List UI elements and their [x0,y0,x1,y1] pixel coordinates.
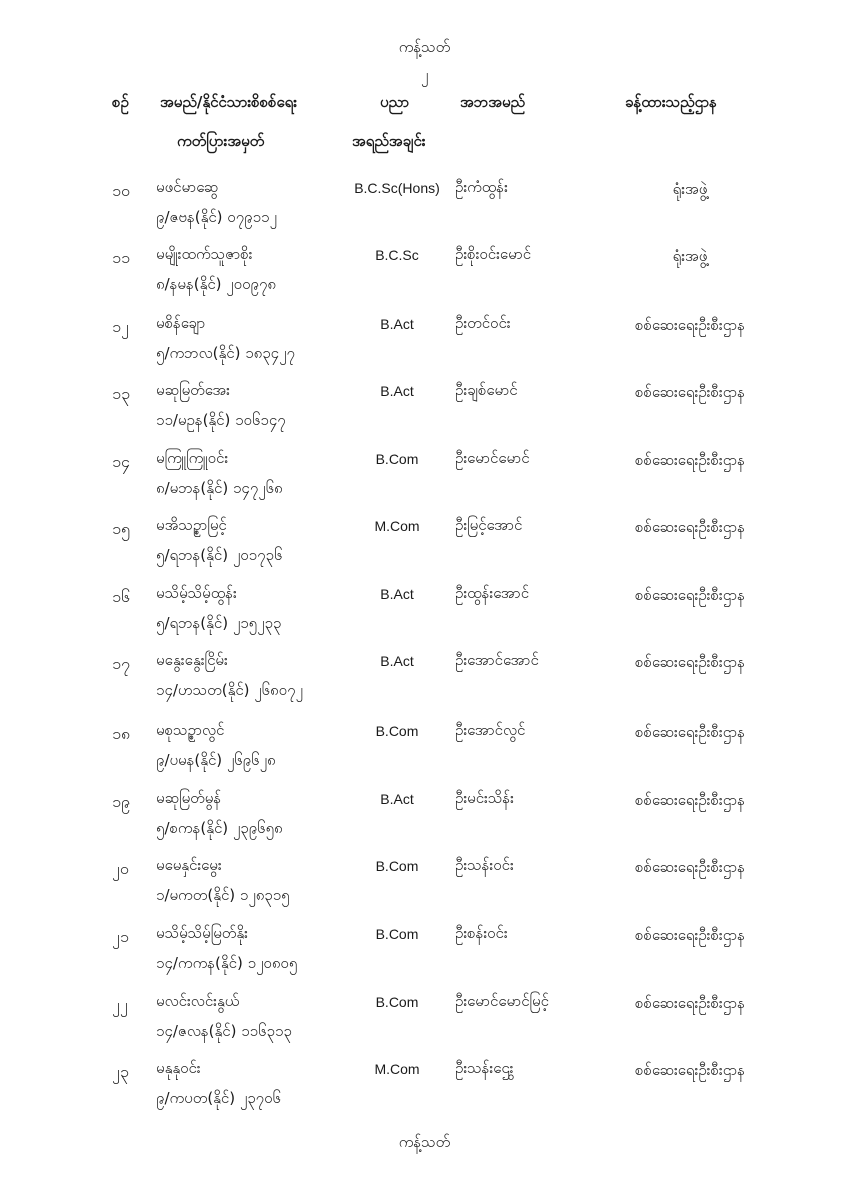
row-name: မစုသဥ္စာလွင် [156,721,225,739]
row-name: မသိမ့်သိမ့်ထွန်း [156,584,237,602]
row-degree: B.Act [380,383,414,399]
row-office: စစ်ဆေးရေးဦးစီးဌာန [635,653,745,671]
row-serial: ၁၁ [112,248,130,267]
row-office: စစ်ဆေးရေးဦးစီးဌာန [635,451,745,469]
row-office: စစ်ဆေးရေးဦးစီးဌာန [635,858,745,876]
row-name: မမျိုးထက်သူဇာစိုး [156,245,253,263]
row-father: ဦးအောင်အောင် [455,651,539,669]
bottom-classification: ကန့်သတ် [398,1133,451,1151]
row-degree: M.Com [374,518,420,534]
row-degree: M.Com [374,1061,420,1077]
row-degree: B.Com [375,451,419,467]
row-nrc: ၅/ရဘန(နိုင်) ၂၀၁၇၃၆ [156,546,283,564]
row-degree: B.Com [375,994,419,1010]
row-office: စစ်ဆေးရေးဦးစီးဌာန [635,586,745,604]
row-name: မနုနုဝင်း [156,1059,201,1077]
row-nrc: ၉/ပမန(နိုင်) ၂၆၉၆၂၈ [156,751,276,769]
header-education-line2: အရည်အချင်း [352,132,426,150]
row-father: ဦးမောင်မောင်မြင့် [455,992,549,1010]
header-father-name: အဘအမည် [460,93,526,111]
page-number: ၂ [420,66,429,84]
row-father: ဦးအောင်လွင် [455,721,526,739]
row-father: ဦးချစ်မောင် [455,381,518,399]
row-nrc: ၁၄/ဟသတ(နိုင်) ၂၆၈၀၇၂ [156,681,303,699]
row-nrc: ၁/မကတ(နိုင်) ၁၂၈၃၁၅ [156,886,290,904]
row-serial: ၁၂ [112,317,129,336]
row-father: ဦးမောင်မောင် [455,449,530,467]
row-name: မဆုမြတ်မွန် [156,789,222,807]
row-serial: ၂၃ [112,1062,129,1081]
row-father: ဦးစန်းဝင်း [455,924,508,942]
row-office: စစ်ဆေးရေးဦးစီးဌာန [635,518,745,536]
row-name: မလင်းလင်းနွယ် [156,992,240,1010]
row-degree: B.Act [380,586,414,602]
row-name: မအိသဥ္စာမြင့် [156,516,227,534]
row-office: စစ်ဆေးရေးဦးစီးဌာန [635,791,745,809]
row-office: စစ်ဆေးရေးဦးစီးဌာန [635,1061,745,1079]
row-name: မသိမ့်သိမ့်မြတ်နိုး [156,924,248,942]
row-father: ဦးမြင့်အောင် [455,516,523,534]
row-serial: ၂၁ [112,927,129,946]
header-serial: စဉ် [112,93,129,111]
top-classification: ကန့်သတ် [398,38,451,56]
row-serial: ၁၀ [112,181,130,200]
row-serial: ၁၄ [112,452,130,471]
row-office: ရုံးအဖွဲ့ [672,247,708,265]
row-nrc: ၈/မဘန(နိုင်) ၁၄၇၂၆၈ [156,479,283,497]
row-degree: B.Com [375,926,419,942]
row-degree: B.Act [380,791,414,807]
header-office: ခန့်ထားသည့်ဌာန [625,93,717,111]
header-name-nrc-line1: အမည်/နိုင်ငံသားစိစစ်ရေး [160,93,298,111]
row-father: ဦးထွန်းအောင် [455,584,530,602]
row-office: စစ်ဆေးရေးဦးစီးဌာန [635,926,745,944]
row-father: ဦးမင်းသိန်း [455,789,514,807]
row-name: မကြူကြူဝင်း [156,449,229,467]
row-nrc: ၉/ကပတ(နိုင်) ၂၃၇၀၆ [156,1089,281,1107]
row-degree: B.Act [380,653,414,669]
row-nrc: ၁၄/ကကန(နိုင်) ၁၂၀၈၀၅ [156,954,298,972]
row-degree: B.C.Sc(Hons) [354,180,440,196]
row-office: စစ်ဆေးရေးဦးစီးဌာန [635,383,745,401]
row-degree: B.C.Sc [375,247,419,263]
row-degree: B.Com [375,858,419,874]
row-name: မမေနှင်းမွေး [156,856,222,874]
row-father: ဦးစိုးဝင်းမောင် [455,245,532,263]
row-father: ဦးသန်းဌွေး [455,1059,514,1077]
row-name: မနွေးနွေးငြိမ်း [156,651,228,669]
row-office: စစ်ဆေးရေးဦးစီးဌာန [635,723,745,741]
row-father: ဦးသန်းဝင်း [455,856,514,874]
row-serial: ၁၃ [112,384,130,403]
row-father: ဦးတင်ဝင်း [455,314,511,332]
row-serial: ၂၂ [112,995,128,1014]
row-nrc: ၅/စကန(နိုင်) ၂၃၉၆၅၈ [156,819,283,837]
row-serial: ၂၀ [112,859,129,878]
row-nrc: ၅/ရဘန(နိုင်) ၂၁၅၂၃၃ [156,614,282,632]
row-degree: B.Act [380,316,414,332]
row-nrc: ၁၄/ဇလန(နိုင်) ၁၁၆၃၁၃ [156,1022,292,1040]
row-serial: ၁၅ [112,519,130,538]
row-serial: ၁၈ [112,724,131,743]
row-nrc: ၁၁/မဥန(နိုင်) ၁၀၆၁၄၇ [156,411,286,429]
row-degree: B.Com [375,723,419,739]
row-nrc: ၈/နမန(နိုင်) ၂၀၀၉၇၈ [156,275,276,293]
row-nrc: ၅/ကဘလ(နိုင်) ၁၈၃၄၂၇ [156,344,295,362]
row-name: မဖင်မာဆွေ [156,178,219,196]
row-serial: ၁၉ [112,792,130,811]
row-father: ဦးကံထွန်း [455,178,508,196]
row-office: ရုံးအဖွဲ့ [672,180,708,198]
row-office: စစ်ဆေးရေးဦးစီးဌာန [635,316,745,334]
row-nrc: ၉/ဇဗန(နိုင်) ၀၇၉၁၁၂ [156,208,277,226]
header-education-line1: ပညာ [380,93,410,111]
row-office: စစ်ဆေးရေးဦးစီးဌာန [635,994,745,1012]
header-name-nrc-line2: ကတ်ပြားအမှတ် [177,132,265,150]
row-serial: ၁၆ [112,587,130,606]
row-name: မဆုမြတ်အေး [156,381,230,399]
row-name: မစိန်ချော [156,314,206,332]
row-serial: ၁၇ [112,654,130,673]
